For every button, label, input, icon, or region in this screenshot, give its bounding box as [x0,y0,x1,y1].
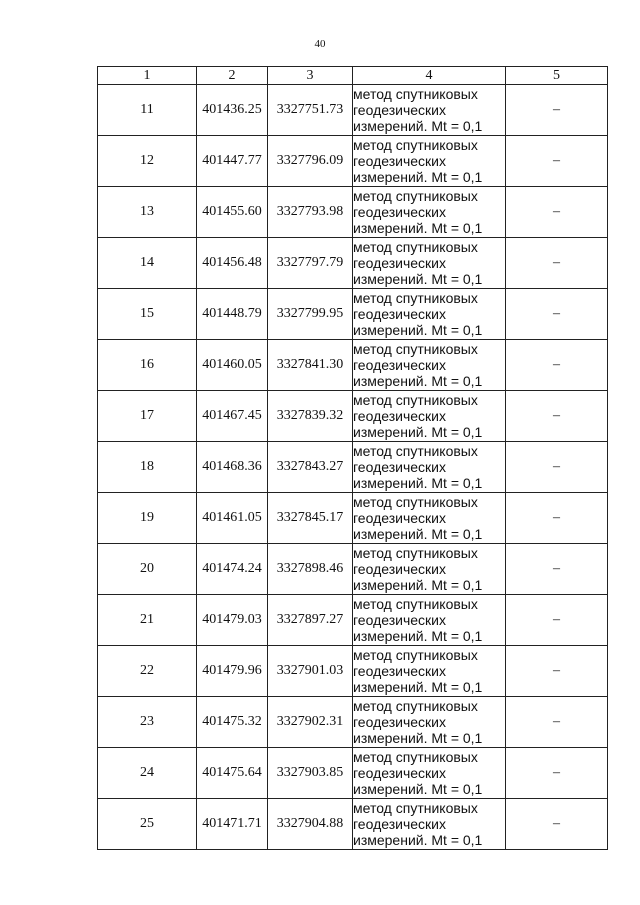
method-line: геодезических [353,816,446,832]
table-body [98,85,608,850]
method-line: геодезических [353,459,446,475]
point-number-cell: 20 [98,544,197,595]
point-number-cell: 12 [98,136,197,187]
method-line: измерений. Mt = 0,1 [353,271,483,287]
x-coordinate-cell: 401448.79 [197,289,268,340]
method-cell [353,544,506,595]
point-number-cell: 21 [98,595,197,646]
method-line: геодезических [353,255,446,271]
y-coordinate-cell: 3327845.17 [268,493,353,544]
x-coordinate-cell: 401456.48 [197,238,268,289]
note-cell: – [506,340,608,391]
table-row [98,646,608,697]
note-cell: – [506,391,608,442]
page-number: 40 [314,38,326,50]
method-cell [353,289,506,340]
y-coordinate-cell: 3327901.03 [268,646,353,697]
method-cell [353,136,506,187]
note-cell: – [506,799,608,850]
method-line: метод спутниковых [353,596,478,612]
x-coordinate-cell: 401475.32 [197,697,268,748]
point-number-cell: 11 [98,85,197,136]
coordinates-table [97,66,608,850]
note-cell: – [506,85,608,136]
method-line: геодезических [353,357,446,373]
method-line: геодезических [353,153,446,169]
method-cell [353,748,506,799]
method-line: измерений. Mt = 0,1 [353,169,483,185]
method-line: метод спутниковых [353,290,478,306]
method-cell [353,442,506,493]
method-line: метод спутниковых [353,698,478,714]
method-cell [353,391,506,442]
table-row [98,493,608,544]
method-line: геодезических [353,204,446,220]
method-line: метод спутниковых [353,239,478,255]
column-header-1: 1 [98,67,197,85]
method-line: метод спутниковых [353,392,478,408]
y-coordinate-cell: 3327904.88 [268,799,353,850]
y-coordinate-cell: 3327902.31 [268,697,353,748]
x-coordinate-cell: 401461.05 [197,493,268,544]
point-number-cell: 24 [98,748,197,799]
y-coordinate-cell: 3327796.09 [268,136,353,187]
method-line: измерений. Mt = 0,1 [353,220,483,236]
x-coordinate-cell: 401436.25 [197,85,268,136]
method-cell [353,646,506,697]
y-coordinate-cell: 3327903.85 [268,748,353,799]
method-line: метод спутниковых [353,545,478,561]
method-cell [353,799,506,850]
y-coordinate-cell: 3327841.30 [268,340,353,391]
x-coordinate-cell: 401455.60 [197,187,268,238]
method-line: измерений. Mt = 0,1 [353,628,483,644]
method-line: измерений. Mt = 0,1 [353,424,483,440]
point-number-cell: 19 [98,493,197,544]
x-coordinate-cell: 401460.05 [197,340,268,391]
column-header-3: 3 [268,67,353,85]
table-row [98,238,608,289]
method-line: метод спутниковых [353,137,478,153]
x-coordinate-cell: 401479.03 [197,595,268,646]
note-cell: – [506,544,608,595]
x-coordinate-cell: 401474.24 [197,544,268,595]
point-number-cell: 25 [98,799,197,850]
method-line: измерений. Mt = 0,1 [353,577,483,593]
table-row [98,187,608,238]
note-cell: – [506,238,608,289]
point-number-cell: 23 [98,697,197,748]
method-line: геодезических [353,663,446,679]
note-cell: – [506,493,608,544]
method-line: метод спутниковых [353,341,478,357]
method-line: геодезических [353,612,446,628]
y-coordinate-cell: 3327843.27 [268,442,353,493]
method-cell [353,595,506,646]
note-cell: – [506,136,608,187]
point-number-cell: 13 [98,187,197,238]
method-line: геодезических [353,102,446,118]
method-cell [353,85,506,136]
method-line: геодезических [353,714,446,730]
table-row [98,391,608,442]
table-row [98,442,608,493]
y-coordinate-cell: 3327751.73 [268,85,353,136]
x-coordinate-cell: 401475.64 [197,748,268,799]
table-row [98,136,608,187]
table-row [98,289,608,340]
method-line: метод спутниковых [353,443,478,459]
x-coordinate-cell: 401467.45 [197,391,268,442]
table-row [98,544,608,595]
y-coordinate-cell: 3327897.27 [268,595,353,646]
method-cell [353,187,506,238]
table-row [98,697,608,748]
table-row [98,799,608,850]
x-coordinate-cell: 401479.96 [197,646,268,697]
x-coordinate-cell: 401468.36 [197,442,268,493]
method-line: измерений. Mt = 0,1 [353,832,483,848]
method-line: измерений. Mt = 0,1 [353,475,483,491]
point-number-cell: 14 [98,238,197,289]
table-row [98,85,608,136]
method-line: геодезических [353,561,446,577]
method-line: измерений. Mt = 0,1 [353,679,483,695]
method-line: метод спутниковых [353,494,478,510]
note-cell: – [506,748,608,799]
method-line: измерений. Mt = 0,1 [353,781,483,797]
point-number-cell: 17 [98,391,197,442]
x-coordinate-cell: 401447.77 [197,136,268,187]
method-line: метод спутниковых [353,800,478,816]
note-cell: – [506,595,608,646]
table-row [98,748,608,799]
method-line: измерений. Mt = 0,1 [353,526,483,542]
method-line: геодезических [353,510,446,526]
column-header-4: 4 [353,67,506,85]
method-line: геодезических [353,306,446,322]
point-number-cell: 15 [98,289,197,340]
point-number-cell: 18 [98,442,197,493]
table-row [98,595,608,646]
header-row [98,67,608,85]
method-cell [353,238,506,289]
method-line: измерений. Mt = 0,1 [353,373,483,389]
y-coordinate-cell: 3327898.46 [268,544,353,595]
method-cell [353,697,506,748]
note-cell: – [506,646,608,697]
point-number-cell: 16 [98,340,197,391]
y-coordinate-cell: 3327793.98 [268,187,353,238]
method-line: геодезических [353,408,446,424]
note-cell: – [506,187,608,238]
method-line: метод спутниковых [353,188,478,204]
table-row [98,340,608,391]
note-cell: – [506,442,608,493]
method-cell [353,340,506,391]
y-coordinate-cell: 3327799.95 [268,289,353,340]
method-line: измерений. Mt = 0,1 [353,118,483,134]
method-line: измерений. Mt = 0,1 [353,730,483,746]
y-coordinate-cell: 3327839.32 [268,391,353,442]
x-coordinate-cell: 401471.71 [197,799,268,850]
method-line: метод спутниковых [353,749,478,765]
column-header-2: 2 [197,67,268,85]
note-cell: – [506,289,608,340]
y-coordinate-cell: 3327797.79 [268,238,353,289]
column-header-5: 5 [506,67,608,85]
method-cell [353,493,506,544]
method-line: метод спутниковых [353,647,478,663]
note-cell: – [506,697,608,748]
method-line: метод спутниковых [353,86,478,102]
method-line: измерений. Mt = 0,1 [353,322,483,338]
point-number-cell: 22 [98,646,197,697]
method-line: геодезических [353,765,446,781]
